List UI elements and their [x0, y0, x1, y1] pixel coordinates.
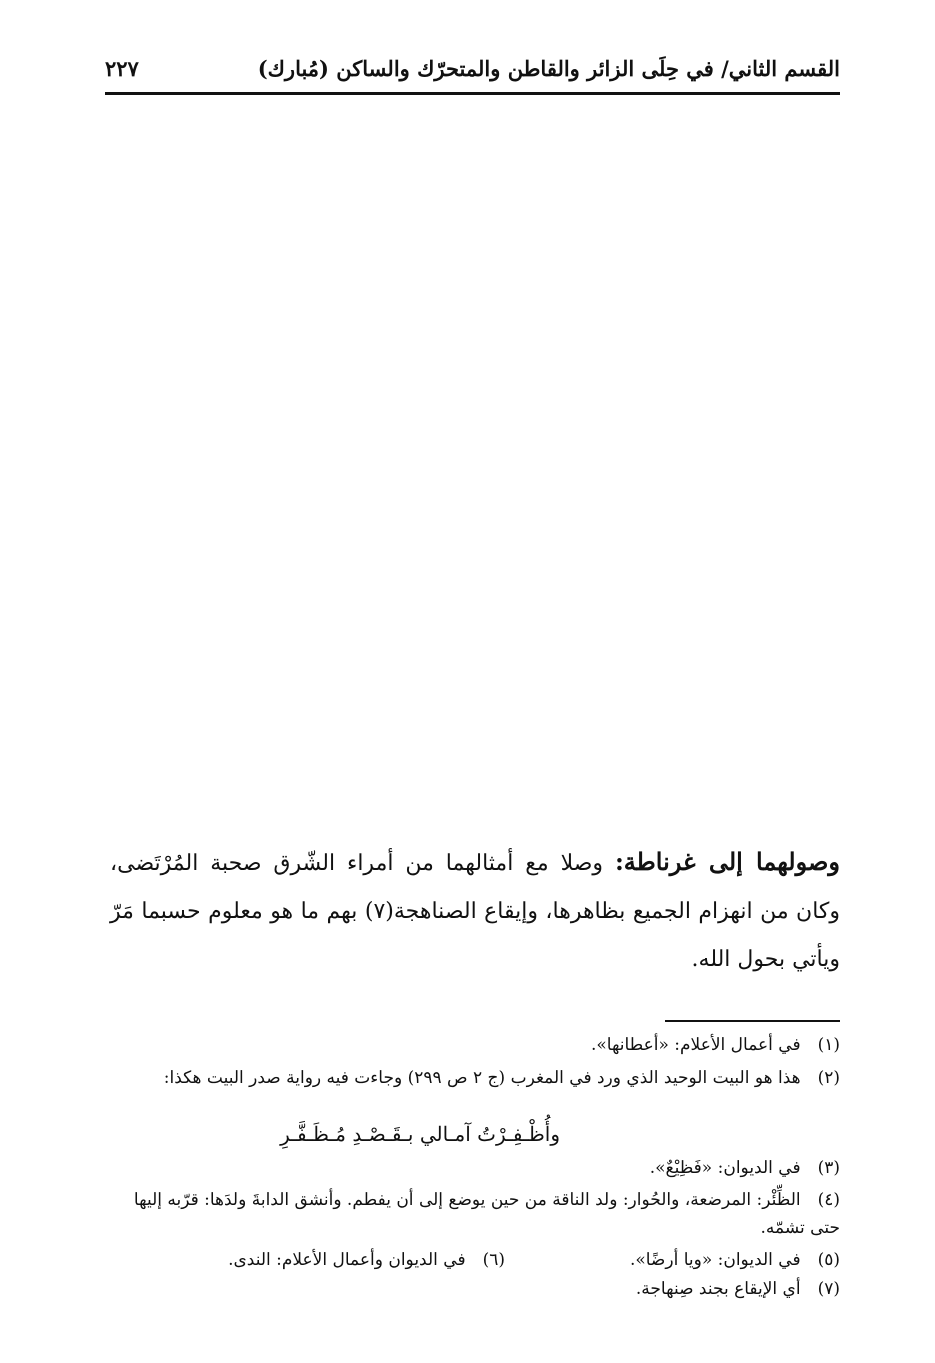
footnote-3: [650, 1158, 840, 1178]
footnote-text: الظِّئْر: المرضعة، والحُوار: ولد الناقة من حين يوضع إلى أن يفطم. وأنشق الدابةَ ولدَها: قرّبه إليها حتى تشمّه.: [133, 1190, 840, 1238]
section-heading: وصولهما إلى غرناطة:: [614, 847, 840, 876]
footnote-verse: وأُظْـفِـرْتُ آمـالي بـقَـصْـدِ مُـظَـفَّـرِ: [280, 1122, 560, 1146]
prose-paragraph: [110, 838, 840, 984]
paragraph-text: وصلا مع أمثالهما من أمراء الشّرق صحبة المُرْتَضى، وكان من انهزام الجميع بظاهرها، وإيقاع الصناهجة(٧) بهم ما هو معلوم حسبما مَرّ ويأتي بحول الله.: [110, 851, 841, 972]
footnote-2: [100, 1064, 840, 1092]
footnote-text: هذا هو البيت الوحيد الذي ورد في المغرب (ج ٢ ص ٢٩٩) وجاءت فيه رواية صدر البيت هكذا:: [163, 1068, 801, 1088]
footnote-number: (٦): [482, 1250, 505, 1270]
footnote-1: [591, 1035, 840, 1055]
footnote-number: (٤): [817, 1190, 840, 1210]
footnote-6: [228, 1250, 505, 1270]
header-rule: [105, 92, 840, 95]
footnote-text: في الديوان: «فَظِيْعٌ».: [649, 1158, 801, 1178]
footnote-text: في أعمال الأعلام: «أعطانها».: [590, 1035, 801, 1055]
footnote-text: في الديوان: «ويا أرضًا».: [629, 1250, 801, 1270]
footnote-rule: [665, 1020, 840, 1022]
footnote-5: [630, 1250, 840, 1270]
footnote-4: [100, 1186, 840, 1242]
footnote-number: (٣): [817, 1158, 840, 1178]
running-title: القسم الثاني/ في حِلَى الزائر والقاطن والمتحرّك والساكن (مُبارك): [257, 56, 840, 81]
footnote-text: أي الإيقاع بجند صِنهاجة.: [635, 1279, 801, 1299]
running-header: [105, 52, 840, 92]
footnote-text: في الديوان وأعمال الأعلام: الندى.: [228, 1250, 466, 1270]
footnote-number: (٧): [817, 1279, 840, 1299]
footnote-number: (٢): [817, 1068, 840, 1088]
footnote-number: (١): [817, 1035, 840, 1055]
page-number: ٢٢٧: [105, 56, 139, 81]
footnote-7: [636, 1279, 840, 1299]
footnote-number: (٥): [817, 1250, 840, 1270]
